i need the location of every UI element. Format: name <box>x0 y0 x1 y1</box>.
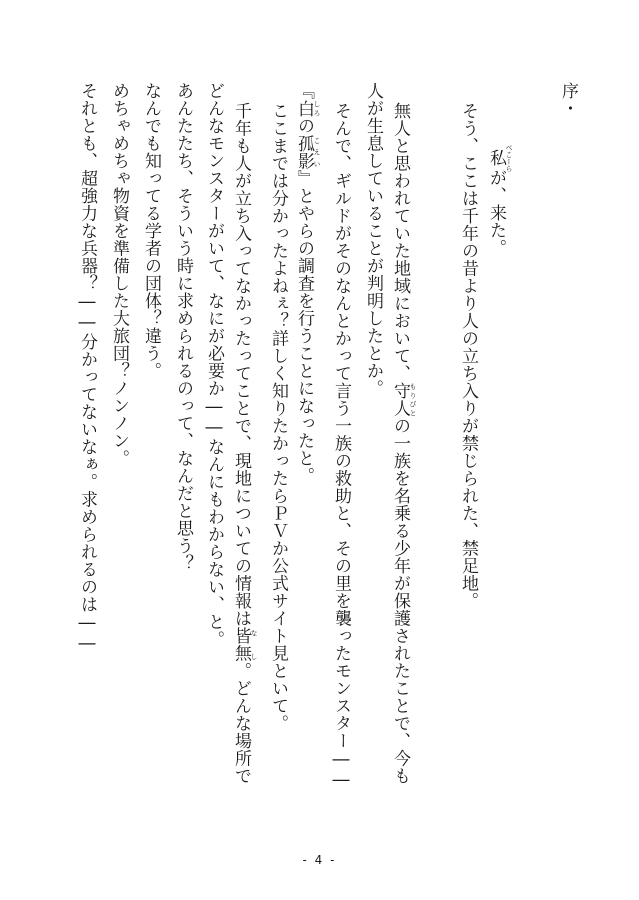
ruby-watashi: 私 べこーら <box>486 144 513 172</box>
text-line-10: あんたたち、そういう時に求められるのって、なんだと思う？ <box>173 82 193 572</box>
text-line-7: ここまでは分かったよねぇ？詳しく知りたかったらＰＶか公式サイト見といて。 <box>268 102 288 732</box>
text-line-2: そう、ここは千年の昔より人の立ち入りが禁じられた、禁足地。 <box>458 102 478 610</box>
text-line-11: なんでも知ってる学者の団体？違う。 <box>141 82 161 380</box>
page-number: - 4 - <box>302 853 337 867</box>
ruby-shiro: 白 しろ <box>294 99 321 117</box>
text-line-6: 『白 しろの孤影 こえい』とやらの調査を行うことになったと。 <box>294 82 321 485</box>
ruby-morebito: 守人 もりびと <box>390 382 417 417</box>
text-line-1: 私 べこーらが、来た。 <box>486 144 513 257</box>
text-line-5: そんで、ギルドがそのなんとかって言う一族の救助と、その里を襲ったモンスター―― <box>331 102 351 791</box>
text-line-9: どんなモンスターがいて、なにが必要か――なんにもわからない、と。 <box>204 82 224 648</box>
text-line-13: それとも、超強力な兵器？――分かってないなぁ。求められるのは―― <box>77 82 97 654</box>
ruby-nashi: 皆無 な し <box>231 627 258 662</box>
text-line-12: めちゃめちゃ物資を準備した大旅団？ノンノン。 <box>109 82 129 467</box>
text-line-8: 千年も人が立ち入ってなかったってことで、現地についての情報は皆無 な し。どんな場所で <box>231 102 258 785</box>
ruby-koei: 孤影 こえい <box>294 134 321 170</box>
text-line-3: 無人と思われていた地域において、守人 もりびとの一族を名乗る少年が保護されたことで、今も <box>390 102 417 785</box>
section-heading: 序・ <box>558 82 578 117</box>
text-line-4: 人が生息していることが判明したとか。 <box>363 82 383 397</box>
